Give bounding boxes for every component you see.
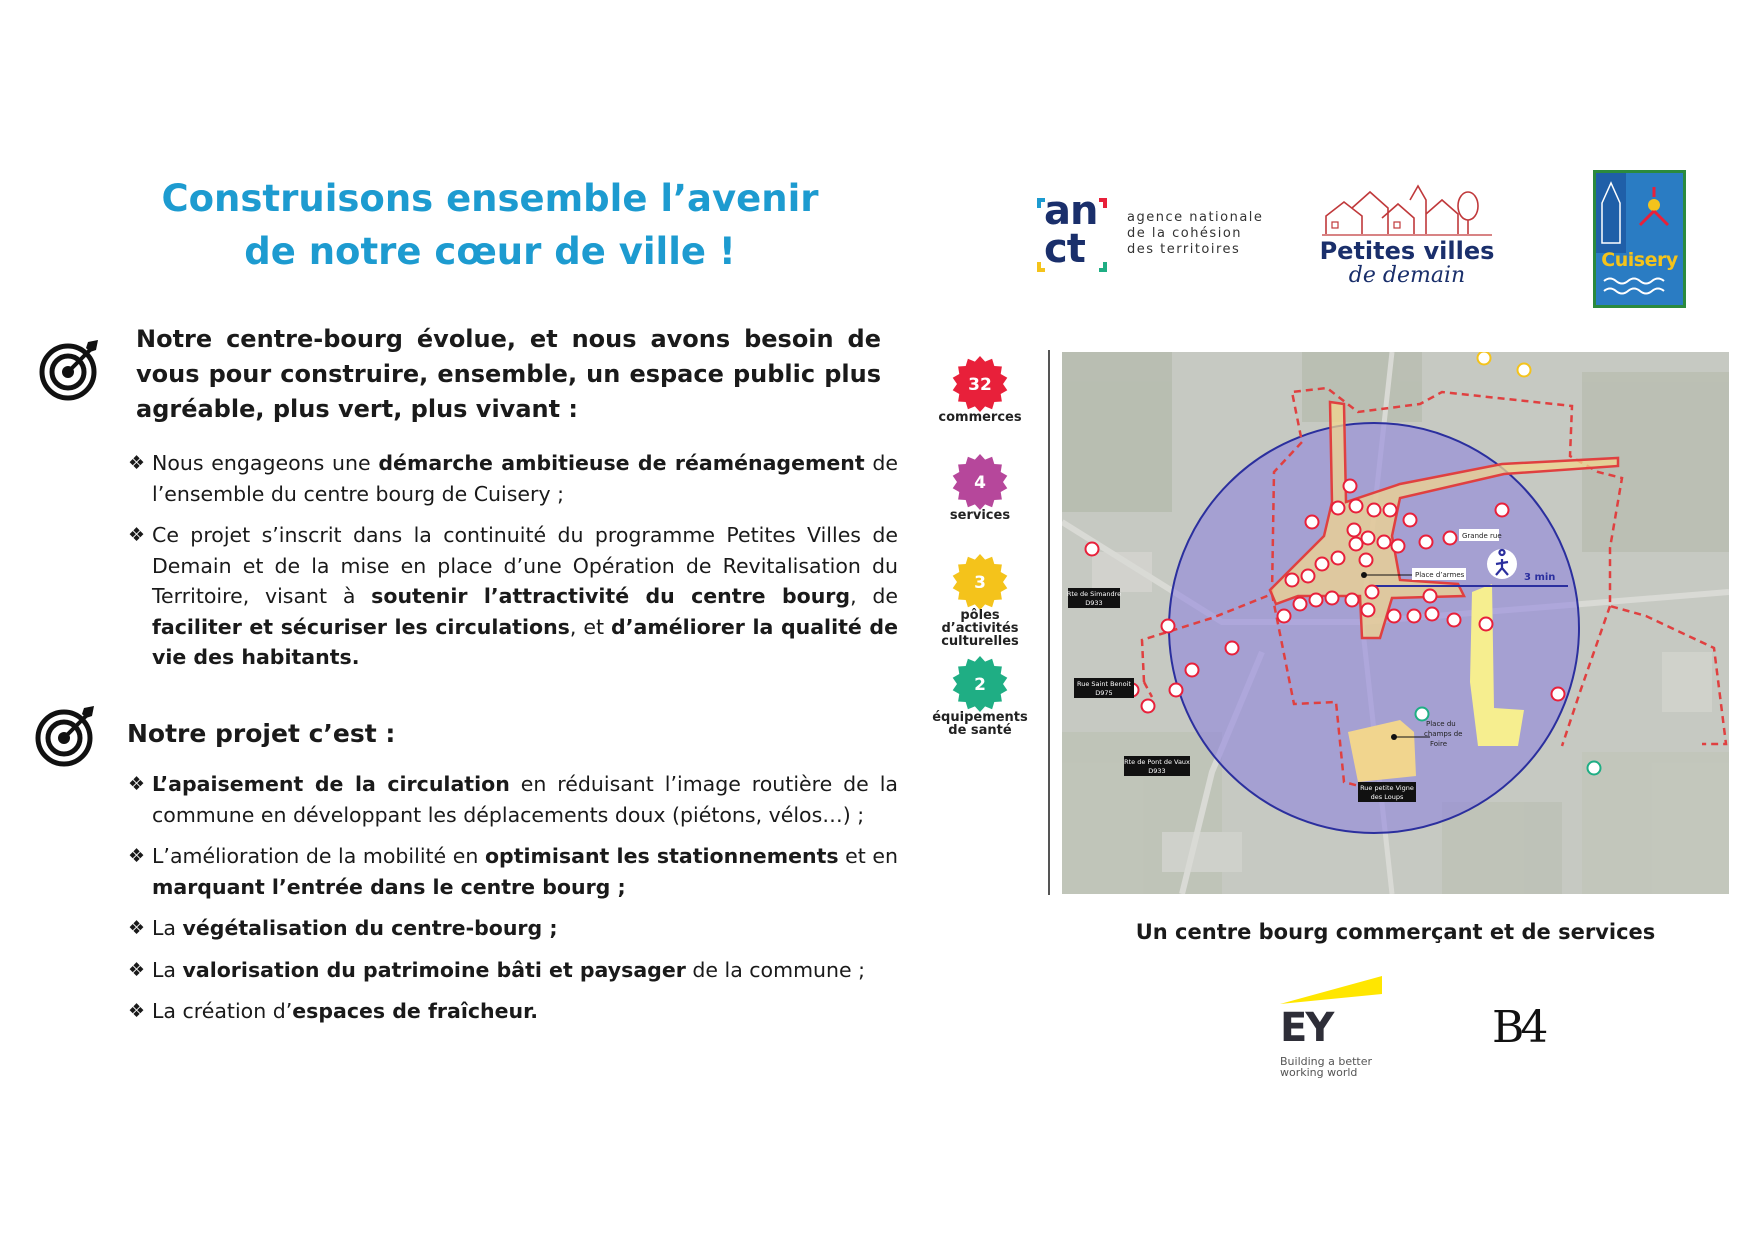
kpi-label-line: pôles: [960, 608, 1000, 623]
shop-marker: [1552, 688, 1565, 701]
walk-time-label: 3 min: [1524, 572, 1556, 583]
b4-logo: B4: [1492, 1002, 1545, 1053]
bullet-item: [128, 841, 898, 902]
bullet-text-bold: démarche ambitieuse de réaménagement: [378, 451, 865, 475]
shop-marker: [1348, 524, 1361, 537]
kpi-label: [925, 509, 1035, 522]
kpi-label-line: commerces: [938, 410, 1022, 425]
bullet-text: Ce projet s’inscrit dans la continuité du programme Petites Villes de Demain et de la mise en place d’une Opération de Revitalisation du Territoire, visant à: [152, 523, 898, 608]
anct-name-line: de la cohésion: [1127, 226, 1243, 241]
shop-marker: [1588, 762, 1601, 775]
ey-tagline-line: Building a better: [1280, 1055, 1373, 1068]
bullet-text: L’amélioration de la mobilité en: [152, 844, 485, 868]
bullet-text-bold: faciliter et sécuriser les circulations: [152, 614, 570, 639]
fairground-label-3: Foire: [1430, 740, 1448, 748]
kpi-label-line: de santé: [948, 723, 1012, 738]
kpi-label: [925, 411, 1035, 424]
street-label: D975: [1095, 689, 1113, 697]
divider-line: [1048, 350, 1050, 895]
bullet-item: [128, 520, 898, 673]
anct-name-line: agence nationale: [1127, 210, 1264, 225]
kpi-label-line: culturelles: [941, 634, 1019, 649]
shop-marker: [1480, 618, 1493, 631]
map-caption: Un centre bourg commerçant et de services: [1135, 920, 1656, 944]
bullet-text-bold: marquant l’entrée dans le centre bourg ;: [152, 874, 626, 899]
bullet-text-bold: espaces de fraîcheur.: [292, 999, 539, 1023]
street-label: Rue Saint Benoit: [1077, 680, 1131, 688]
bullet-diamond-icon: ❖: [128, 958, 146, 981]
ey-tagline: [1280, 1056, 1372, 1078]
street-label: des Loups: [1370, 793, 1404, 801]
target-icon: [38, 338, 102, 402]
shop-marker: [1388, 610, 1401, 623]
kpi-badge-icon: [951, 553, 1009, 611]
bullet-diamond-icon: ❖: [128, 1000, 146, 1022]
shop-marker: [1294, 598, 1307, 611]
shop-marker: [1448, 614, 1461, 627]
bullet-item: [128, 913, 898, 944]
shop-marker: [1350, 500, 1363, 513]
bullet-text-bold: végétalisation du centre-bourg ;: [182, 916, 558, 940]
bullet-list-engagement: [128, 448, 898, 684]
kpi-label: [925, 711, 1035, 737]
grande-rue-label: Grande rue: [1462, 532, 1502, 540]
street-label: Rte de Simandre: [1066, 590, 1122, 598]
kpi-badge-icon: [951, 355, 1009, 413]
kpi-badge-icon: [951, 453, 1009, 511]
ey-logo: [1280, 972, 1410, 1082]
section-subtitle: Notre projet c’est :: [127, 719, 396, 748]
shop-marker: [1426, 608, 1439, 621]
map-centre-bourg: [1062, 352, 1729, 894]
page-title: [120, 172, 860, 278]
street-label: D933: [1148, 767, 1166, 775]
bullet-item: [128, 448, 898, 509]
shop-marker: [1226, 642, 1239, 655]
shop-marker: [1478, 352, 1491, 365]
shop-marker: [1086, 543, 1099, 556]
bullet-diamond-icon: ❖: [128, 845, 146, 867]
shop-marker: [1496, 504, 1509, 517]
bullet-text-bold: L’apaisement de la circulation: [152, 772, 510, 796]
shop-marker: [1170, 684, 1183, 697]
shop-marker: [1368, 504, 1381, 517]
anct-logo: [1035, 188, 1275, 282]
shop-marker: [1420, 536, 1433, 549]
bullet-text: La: [152, 957, 183, 982]
kpi-label-line: équipements: [932, 710, 1028, 725]
shop-marker: [1186, 664, 1199, 677]
shop-marker: [1362, 604, 1375, 617]
pvd-logo: [1312, 178, 1502, 290]
shop-marker: [1332, 502, 1345, 515]
shop-marker: [1332, 552, 1345, 565]
shop-marker: [1384, 504, 1397, 517]
shop-marker: [1278, 610, 1291, 623]
bullet-text-bold: optimisant les stationnements: [484, 844, 839, 868]
shop-marker: [1424, 590, 1437, 603]
anct-mark-top: an: [1044, 188, 1098, 234]
street-label: Rue petite Vigne: [1360, 784, 1414, 792]
bullet-text: et en: [838, 844, 898, 868]
shop-marker: [1286, 574, 1299, 587]
title-line-1: Construisons ensemble l’avenir: [161, 177, 819, 220]
anct-name: [1127, 210, 1263, 258]
shop-marker: [1416, 708, 1429, 721]
village-skyline-icon: [1322, 178, 1492, 238]
bullet-text-bold: valorisation du patrimoine bâti et paysager: [182, 957, 686, 982]
bullet-diamond-icon: ❖: [128, 452, 146, 474]
kpi-badge-icon: [951, 655, 1009, 713]
place-armes-label: Place d’armes: [1415, 571, 1465, 579]
shop-marker: [1326, 592, 1339, 605]
bullet-text: , de: [850, 584, 898, 608]
bullet-text-bold: d’améliorer la qualité de vie des habitants.: [152, 614, 898, 669]
shop-marker: [1444, 532, 1457, 545]
ey-tagline-line: working world: [1280, 1066, 1358, 1079]
shop-marker: [1408, 610, 1421, 623]
bullet-diamond-icon: ❖: [128, 524, 146, 546]
fairground-label-1: Place du: [1426, 720, 1456, 728]
bullet-text: Nous engageons une: [152, 451, 379, 475]
bullet-text: de l’ensemble du centre bourg de Cuisery ;: [152, 451, 898, 506]
kpi-value: 2: [974, 675, 986, 695]
kpi-label-line: services: [949, 508, 1011, 523]
shop-marker: [1310, 594, 1323, 607]
kpi-label: [925, 609, 1035, 648]
anct-name-line: des territoires: [1127, 242, 1241, 257]
street-label: Rte de Pont de Vaux: [1124, 758, 1190, 766]
shop-marker: [1362, 532, 1375, 545]
fairground-label-2: champs de: [1424, 730, 1463, 738]
shop-marker: [1392, 540, 1405, 553]
kpi-value: 32: [968, 375, 992, 395]
anct-mark-bottom: ct: [1044, 226, 1085, 272]
bullet-item: [128, 996, 898, 1027]
bullet-text: La création d’: [152, 999, 293, 1023]
shop-marker: [1142, 700, 1155, 713]
shop-marker: [1346, 594, 1359, 607]
bullet-text-bold: soutenir l’attractivité du centre bourg: [371, 584, 851, 608]
shop-marker: [1350, 538, 1363, 551]
cuisery-crest-logo: [1593, 170, 1686, 308]
shop-marker: [1378, 536, 1391, 549]
pvd-subtitle: de demain: [1348, 263, 1466, 288]
shop-marker: [1306, 516, 1319, 529]
shop-marker: [1366, 586, 1379, 599]
shop-marker: [1316, 558, 1329, 571]
kpi-value: 3: [974, 573, 986, 593]
kpi-value: 4: [974, 473, 986, 493]
cuisery-crest-text: Cuisery: [1601, 249, 1678, 271]
kpi-label-line: d’activités: [941, 621, 1019, 636]
shop-marker: [1302, 570, 1315, 583]
shop-marker: [1162, 620, 1175, 633]
bullet-text: en réduisant l’image routière de la commune en développant les déplacements doux (piétons, vélos…) ;: [152, 772, 898, 827]
title-line-2: de notre cœur de ville !: [244, 230, 736, 273]
bullet-text: , et: [569, 614, 612, 639]
bullet-text: de la commune ;: [685, 957, 866, 982]
bullet-diamond-icon: ❖: [128, 917, 146, 939]
shop-marker: [1518, 364, 1531, 377]
pvd-title: Petites villes: [1319, 237, 1495, 265]
bullet-list-project: [128, 769, 898, 1038]
bullet-item: [128, 769, 898, 830]
bullet-diamond-icon: ❖: [128, 773, 146, 795]
ey-mark: EY: [1280, 1005, 1333, 1051]
street-label: D933: [1085, 599, 1103, 607]
bullet-item: [128, 955, 898, 986]
intro-text: Notre centre-bourg évolue, et nous avons besoin de vous pour construire, ensemble, un espace public plus agréable, plus vert, plus vivant :: [136, 325, 881, 423]
shop-marker: [1404, 514, 1417, 527]
bullet-text: La: [152, 916, 183, 940]
crest-emblem-icon: [1596, 173, 1683, 305]
shop-marker: [1360, 554, 1373, 567]
shop-marker: [1344, 480, 1357, 493]
target-icon: [34, 704, 98, 768]
